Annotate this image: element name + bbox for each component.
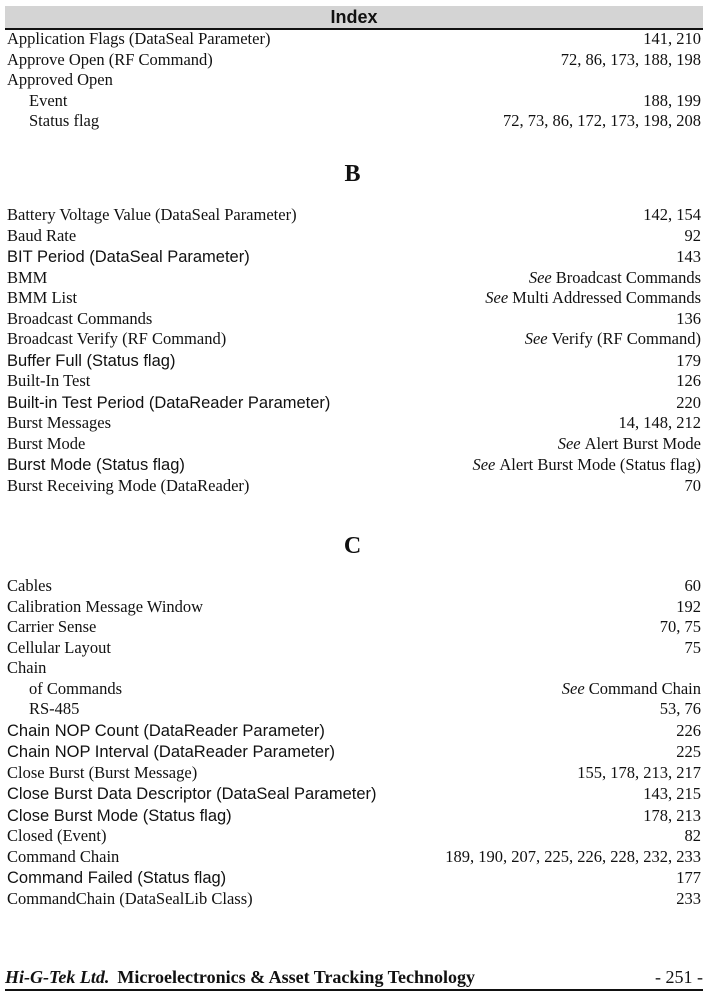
entry-term: Burst Receiving Mode (DataReader) (7, 475, 250, 495)
entry-term: of Commands (29, 678, 123, 698)
index-entry (7, 576, 701, 597)
see-target: Broadcast Commands (555, 267, 701, 287)
index-entry (7, 847, 701, 868)
entry-term: Cellular Layout (7, 637, 112, 657)
index-entry (7, 638, 701, 659)
entry-pages: 192 (676, 596, 701, 616)
index-entry (7, 826, 701, 847)
entry-term: BMM (7, 267, 48, 287)
entry-cross-reference (529, 268, 701, 289)
entry-pages: 233 (676, 888, 701, 908)
section-c-entries (7, 576, 701, 909)
index-subentry (7, 679, 701, 700)
index-subentry (7, 111, 701, 132)
entry-pages: 72, 86, 173, 188, 198 (560, 49, 701, 69)
entry-term: Broadcast Verify (RF Command) (7, 329, 227, 348)
index-entry (7, 205, 701, 226)
section-letter-c: C (343, 533, 362, 559)
entry-pages: 60 (684, 576, 701, 595)
entry-pages: 75 (684, 637, 701, 657)
entry-term: Chain NOP Interval (DataReader Parameter) (7, 743, 336, 761)
entry-term: Built-in Test Period (DataReader Parameter) (7, 393, 331, 412)
entry-pages: 82 (684, 826, 701, 845)
entry-pages: 126 (676, 371, 701, 390)
entry-term: Built-In Test (7, 371, 91, 390)
entry-term: Baud Rate (7, 225, 77, 245)
index-entry (7, 617, 701, 638)
index-entry (7, 226, 701, 247)
entry-cross-reference (472, 454, 701, 476)
index-entry (7, 413, 701, 434)
entry-cross-reference (558, 434, 701, 455)
see-label: See (561, 678, 585, 698)
see-label: See (528, 267, 552, 287)
entry-term: Command Chain (7, 846, 120, 866)
entry-term: Close Burst Mode (Status flag) (7, 806, 232, 825)
index-entry (7, 720, 701, 742)
see-target: Alert Burst Mode (Status flag) (499, 455, 701, 474)
entry-pages: 53, 76 (659, 699, 701, 718)
entry-term: Burst Mode (7, 433, 86, 453)
see-label: See (485, 288, 509, 307)
index-entry (7, 867, 701, 889)
index-subentry (7, 91, 701, 112)
entry-pages: 143, 215 (643, 784, 701, 803)
index-entry (7, 371, 701, 392)
index-entry (7, 70, 701, 91)
page-number: - 251 - (655, 967, 703, 987)
entry-pages: 178, 213 (643, 805, 701, 825)
see-label: See (472, 455, 496, 474)
see-target: Command Chain (588, 678, 701, 698)
entry-pages: 220 (676, 392, 701, 412)
entry-term: Cables (7, 576, 52, 595)
see-target: Verify (RF Command) (551, 329, 701, 348)
entry-pages: 70 (684, 475, 701, 495)
index-entry (7, 889, 701, 910)
index-entry (7, 763, 701, 784)
entry-pages: 141, 210 (643, 29, 701, 48)
index-entry (7, 392, 701, 414)
index-entry (7, 597, 701, 618)
entry-pages: 14, 148, 212 (618, 413, 701, 432)
see-target: Multi Addressed Commands (512, 288, 701, 307)
section-a-entries (7, 29, 701, 132)
company-tagline: Microelectronics & Asset Tracking Technology (117, 967, 475, 987)
entry-pages: 189, 190, 207, 225, 226, 228, 232, 233 (445, 846, 701, 866)
entry-term: Burst Messages (7, 413, 112, 432)
entry-pages: 136 (676, 308, 701, 328)
entry-term: BIT Period (DataSeal Parameter) (7, 248, 250, 266)
entry-term: Broadcast Commands (7, 308, 153, 328)
index-entry (7, 434, 701, 455)
footer-left (5, 966, 475, 988)
see-target: Alert Burst Mode (584, 433, 701, 453)
entry-pages: 92 (684, 225, 701, 245)
entry-term: Carrier Sense (7, 617, 97, 636)
entry-term: Event (29, 90, 68, 110)
index-header (5, 6, 703, 30)
entry-pages: 179 (676, 350, 701, 370)
entry-term: Command Failed (Status flag) (7, 869, 227, 887)
entry-term: Chain (7, 658, 47, 677)
entry-term: Calibration Message Window (7, 596, 204, 616)
entry-cross-reference (562, 679, 701, 700)
section-letter-b: B (344, 161, 361, 187)
section-b-entries (7, 205, 701, 496)
index-entry (7, 741, 701, 763)
entry-pages: 142, 154 (643, 205, 701, 224)
index-entry (7, 476, 701, 497)
company-name: Hi-G-Tek Ltd. (5, 967, 110, 987)
index-entry (7, 805, 701, 827)
index-title: Index (330, 7, 378, 27)
entry-cross-reference (525, 329, 701, 350)
index-entry (7, 309, 701, 330)
index-entry (7, 454, 701, 476)
entry-pages: 70, 75 (659, 617, 701, 636)
entry-term: Closed (Event) (7, 826, 107, 845)
entry-term: Close Burst Data Descriptor (DataSeal Parameter) (7, 785, 377, 803)
index-entry (7, 268, 701, 289)
entry-term: Status flag (29, 111, 100, 130)
entry-term: Battery Voltage Value (DataSeal Parameter) (7, 205, 297, 224)
index-entry (7, 329, 701, 350)
index-entry (7, 246, 701, 268)
index-entry (7, 658, 701, 679)
index-entry (7, 29, 701, 50)
entry-cross-reference (485, 288, 701, 309)
index-entry (7, 50, 701, 71)
entry-term: RS-485 (29, 699, 80, 718)
entry-pages: 188, 199 (643, 90, 701, 110)
entry-pages: 225 (676, 742, 701, 761)
entry-term: Close Burst (Burst Message) (7, 762, 198, 782)
entry-term: Approved Open (7, 70, 113, 89)
index-entry (7, 288, 701, 309)
page-footer (5, 966, 703, 991)
entry-pages: 155, 178, 213, 217 (577, 762, 701, 782)
entry-pages: 143 (676, 247, 701, 266)
see-label: See (557, 433, 581, 453)
entry-term: Chain NOP Count (DataReader Parameter) (7, 721, 325, 740)
entry-term: CommandChain (DataSealLib Class) (7, 888, 253, 908)
entry-term: Approve Open (RF Command) (7, 49, 213, 69)
entry-pages: 226 (676, 720, 701, 740)
entry-term: Burst Mode (Status flag) (7, 456, 185, 474)
index-entry (7, 350, 701, 372)
entry-pages: 72, 73, 86, 172, 173, 198, 208 (503, 111, 701, 130)
index-subentry (7, 699, 701, 720)
entry-pages: 177 (676, 868, 701, 887)
entry-term: BMM List (7, 288, 78, 307)
index-entry (7, 783, 701, 805)
see-label: See (524, 329, 548, 348)
entry-term: Application Flags (DataSeal Parameter) (7, 29, 271, 48)
entry-term: Buffer Full (Status flag) (7, 351, 176, 370)
